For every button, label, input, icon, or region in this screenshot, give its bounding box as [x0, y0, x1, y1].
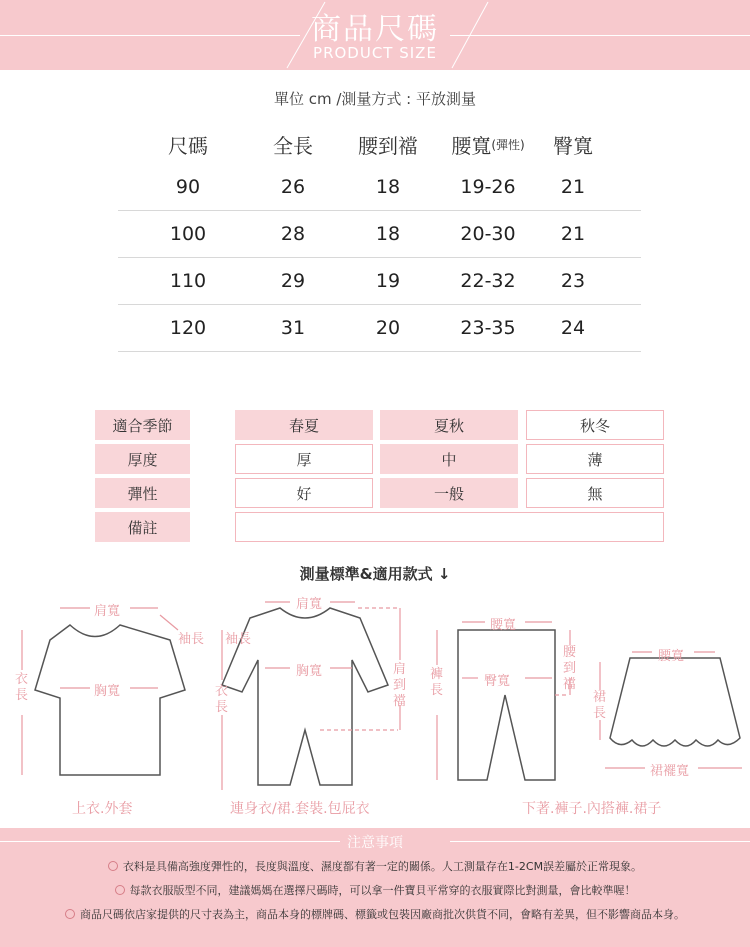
feature-option: 無 — [526, 478, 664, 508]
bullet-icon — [108, 861, 118, 871]
label-skirt-hem: 裙襬寬 — [650, 764, 690, 779]
unit-line: 單位 cm /測量方式 : 平放測量 — [273, 90, 477, 108]
note-text: 衣料是具備高強度彈性的，長度與溫度、濕度都有著一定的關係。人工測量存在1-2CM誤差屬於正常現象。 — [122, 860, 643, 873]
feature-label: 彈性 — [95, 478, 190, 508]
table-cell: 23-35 — [460, 317, 516, 339]
table-cell: 100 — [169, 223, 207, 245]
table-cell: 28 — [280, 223, 306, 245]
note-item — [0, 882, 750, 898]
header-waist-note: (彈性) — [491, 137, 525, 152]
table-cell: 24 — [560, 317, 586, 339]
header-hip: 臀寬 — [553, 133, 593, 158]
feature-memo-box — [235, 512, 664, 542]
table-cell: 18 — [375, 223, 401, 245]
size-table-header — [118, 124, 641, 164]
category-tops: 上衣.外套 — [72, 801, 133, 817]
table-cell: 21 — [560, 223, 586, 245]
table-row — [118, 211, 641, 258]
page-subtitle: PRODUCT SIZE — [313, 44, 437, 62]
label-top-length: 衣長 — [15, 672, 29, 703]
header-length: 全長 — [273, 133, 313, 158]
table-cell: 110 — [169, 270, 207, 292]
feature-option: 薄 — [526, 444, 664, 474]
note-item — [0, 906, 750, 922]
label-skirt-waist: 腰寬 — [658, 649, 685, 664]
table-cell: 21 — [560, 176, 586, 198]
label-skirt-length: 裙長 — [593, 690, 607, 721]
feature-option: 夏秋 — [380, 410, 518, 440]
skirt-outline — [610, 658, 740, 746]
label-pants-hip: 臀寬 — [484, 674, 511, 689]
table-cell: 31 — [280, 317, 306, 339]
label-suit-length: 衣長 — [215, 684, 229, 715]
page-title: 商品尺碼 — [311, 12, 439, 47]
feature-label: 適合季節 — [95, 410, 190, 440]
bullet-icon — [115, 885, 125, 895]
table-cell: 18 — [375, 176, 401, 198]
table-cell: 90 — [175, 176, 201, 198]
table-cell: 20 — [375, 317, 401, 339]
label-suit-chest: 胸寬 — [296, 664, 323, 679]
header-size: 尺碼 — [168, 133, 208, 158]
table-cell: 19 — [375, 270, 401, 292]
table-cell: 26 — [280, 176, 306, 198]
header-banner — [0, 0, 750, 70]
note-text: 每款衣服版型不同，建議媽媽在選擇尺碼時，可以拿一件寶貝平常穿的衣服實際比對測量，會比較準喔！ — [129, 884, 636, 897]
label-suit-crotch: 肩到襠 — [393, 662, 407, 709]
label-suit-sleeve: 袖長 — [225, 632, 252, 647]
table-cell: 29 — [280, 270, 306, 292]
table-row — [118, 305, 641, 352]
feature-label: 厚度 — [95, 444, 190, 474]
feature-option: 一般 — [380, 478, 518, 508]
header-waist-crotch: 腰到襠 — [358, 133, 418, 158]
feature-option: 中 — [380, 444, 518, 474]
header-waist-label: 腰寬 — [451, 133, 492, 158]
label-pants-length: 褲長 — [430, 667, 444, 698]
label-top-shoulder: 肩寬 — [94, 604, 121, 619]
feature-option: 厚 — [235, 444, 373, 474]
table-cell: 19-26 — [460, 176, 516, 198]
label-top-sleeve: 袖長 — [178, 632, 205, 647]
tshirt-outline — [35, 625, 185, 775]
label-top-chest: 胸寬 — [94, 684, 121, 699]
label-pants-waist: 腰寬 — [490, 618, 517, 633]
pants-outline — [458, 630, 555, 780]
table-row — [118, 164, 641, 211]
feature-option: 好 — [235, 478, 373, 508]
table-row — [118, 258, 641, 305]
bullet-icon — [65, 909, 75, 919]
measure-title: 測量標準&適用款式 ↓ — [299, 565, 451, 583]
category-bottoms: 下著.褲子.內搭褲.裙子 — [522, 801, 662, 817]
notes-section — [0, 828, 750, 947]
notes-title: 注意事項 — [347, 835, 403, 851]
size-table — [118, 124, 641, 352]
feature-option: 秋冬 — [526, 410, 664, 440]
table-cell: 23 — [560, 270, 586, 292]
table-cell: 120 — [169, 317, 207, 339]
feature-label: 備註 — [95, 512, 190, 542]
feature-option: 春夏 — [235, 410, 373, 440]
measurement-diagrams — [0, 590, 750, 820]
label-pants-crotch: 腰到襠 — [563, 645, 577, 692]
measure-lines — [22, 602, 742, 790]
table-cell: 20-30 — [460, 223, 516, 245]
note-item — [0, 858, 750, 874]
note-text: 商品尺碼依店家提供的尺寸表為主，商品本身的標牌碼、標籤或包裝因廠商批次供貨不同，會略有差異，但不影響商品本身。 — [80, 908, 685, 921]
category-suits: 連身衣/裙.套裝.包屁衣 — [230, 801, 370, 817]
table-cell: 22-32 — [460, 270, 516, 292]
label-suit-shoulder: 肩寬 — [296, 597, 323, 612]
